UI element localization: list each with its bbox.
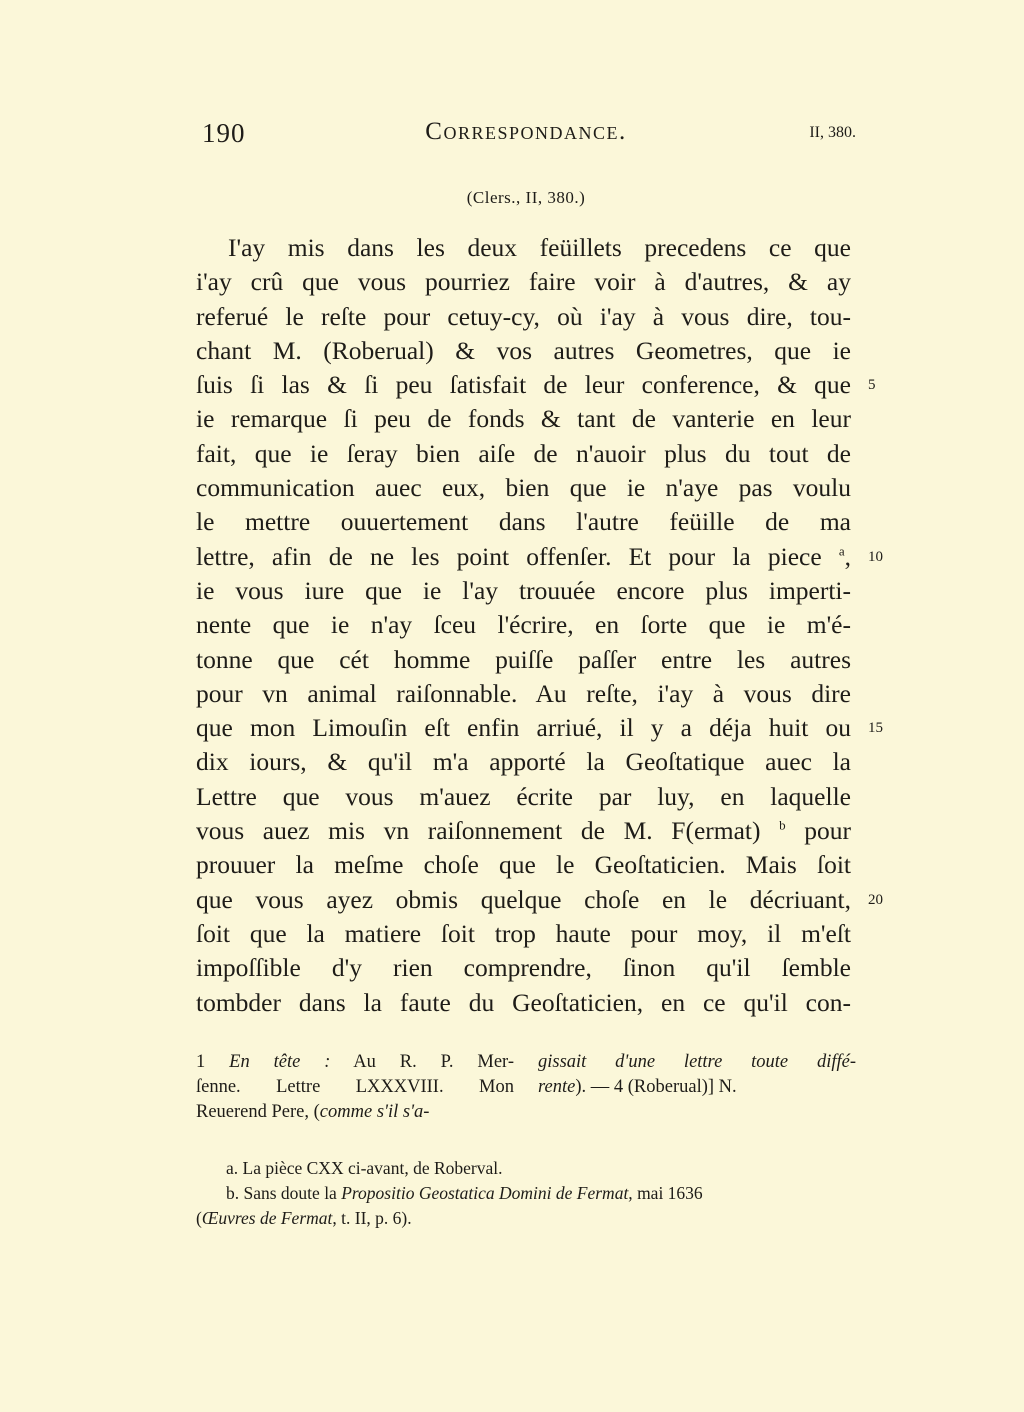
footnote-text: mai 1636 [632,1183,703,1203]
body-line: ie vous iure que ie l'ay trouuée encore plus imperti- [196,575,851,605]
footnotes [196,1156,856,1231]
apparatus-line [538,1075,856,1100]
letter-body [196,231,851,1020]
footnote-b [196,1181,856,1206]
body-line-tail: pour [785,816,852,846]
body-line: ſuis ſi las & ſi peu ſatisfait de leur conference, & que [196,370,851,400]
line-number-15: 15 [868,720,883,736]
body-line: tombder dans la faute du Geoſtaticien, en ce qu'il con- [196,987,851,1017]
footnote-text: ( [196,1208,202,1228]
body-line: i'ay crû que vous pourriez faire voir à d'autres, & ay [196,267,851,297]
apparatus-left-column [196,1050,514,1125]
body-line: referué le reſte pour cetuy-cy, où i'ay à vous dire, tou- [196,301,851,331]
footnote-ref-b: b [779,817,786,833]
note-text: ). — 4 (Roberual)] N. [575,1077,737,1097]
note-text: Reuerend Pere, ( [196,1102,320,1122]
running-header [196,118,856,152]
body-line: Lettre que vous m'auez écrite par luy, en laquelle [196,781,851,811]
body-line: impoſſible d'y rien comprendre, ſinon qu'il ſemble [196,953,851,983]
note-number: 1 [196,1052,206,1072]
body-line: dix iours, & qu'il m'a apporté la Geoſtatique auec la [196,747,851,777]
body-line-tail: , [844,541,852,571]
body-line: communication auec eux, bien que ie n'aye pas voulu [196,473,851,503]
body-line: chant M. (Roberual) & vos autres Geometres, que ie [196,335,851,365]
footnote-ref-a: a [838,543,845,559]
body-line-text: lettre, afin de ne les point offenſer. Et pour la piece [196,541,822,571]
note-text: Au R. P. Mer- [330,1052,515,1072]
footnote-text: , t. II, p. 6). [332,1208,412,1228]
body-line: ſoit que la matiere ſoit trop haute pour moy, il m'eſt [196,918,851,948]
apparatus-line: ſenne. Lettre LXXXVIII. Mon [196,1077,514,1097]
body-line: tonne que cét homme puiſſe paſſer entre les autres [196,644,851,674]
footnote-text: b. Sans doute la [226,1183,342,1203]
body-line: que mon Limouſin eſt enfin arriué, il y a déja huit ou [196,713,851,743]
note-italic: comme s'il s'a- [319,1102,430,1122]
body-line: pour vn animal raiſonnable. Au reſte, i'ay à vous dire [196,678,851,708]
body-line: ie remarque ſi peu de fonds & tant de vanterie en leur [196,404,851,434]
body-line: I'ay mis dans les deux feüillets precedens ce que [228,233,851,262]
body-line: nente que ie n'ay ſceu l'écrire, en ſorte que ie m'é- [196,610,851,640]
footnote-italic: Propositio Geostatica Domini de Fermat, [341,1183,633,1203]
body-line: prouuer la meſme choſe que le Geoſtaticien. Mais ſoit [196,850,851,880]
line-number-5: 5 [868,377,876,393]
apparatus-line [196,1100,514,1125]
body-line-text: vous auez mis vn raiſonnement de M. F(ermat) [196,816,761,846]
footnote-b-continued [196,1206,856,1231]
body-line: que vous ayez obmis quelque choſe en le décriuant, [196,884,851,914]
body-line [196,814,851,848]
apparatus-right-column [538,1050,856,1100]
note-italic: En tête : [229,1052,331,1072]
body-line [196,540,851,574]
source-reference: (Clers., II, 380.) [466,188,586,207]
line-number-20: 20 [868,892,883,908]
page-number: 190 [202,118,246,148]
apparatus-line [196,1050,514,1075]
footnote-italic: Œuvres de Fermat [201,1208,333,1228]
volume-reference: II, 380. [809,124,856,141]
footnote-a: a. La pièce CXX ci-avant, de Roberval. [226,1158,503,1178]
note-italic: rente [538,1077,576,1097]
body-line: le mettre ouuertement dans l'autre feüille de ma [196,507,851,537]
body-line: fait, que ie ſeray bien aiſe de n'auoir plus du tout de [196,438,851,468]
line-number-10: 10 [868,549,883,565]
running-title: Correspondance. [425,118,627,145]
apparatus-line: gissait d'une lettre toute diffé- [538,1052,856,1072]
